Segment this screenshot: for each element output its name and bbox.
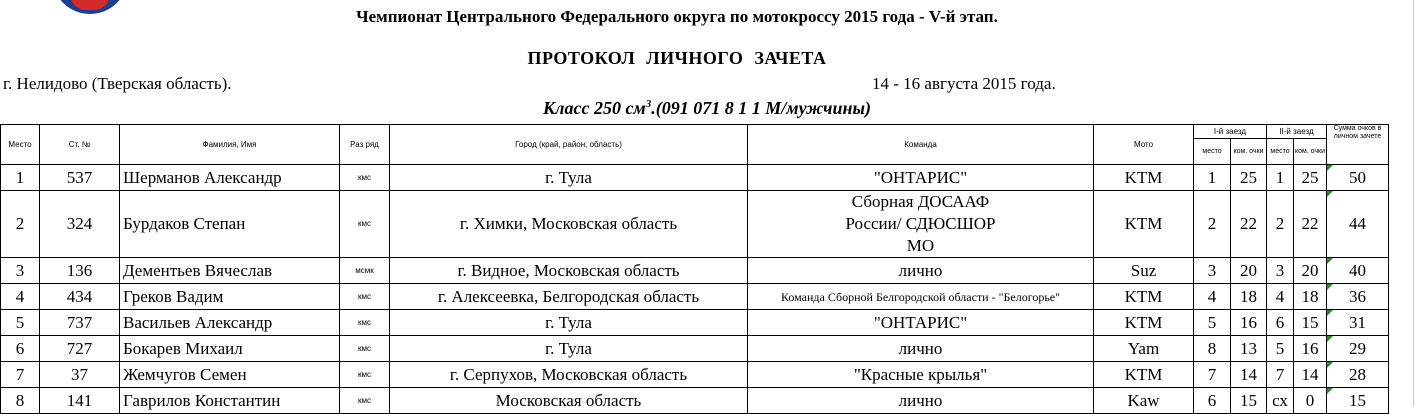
cell-r1-place: 4 <box>1194 284 1231 310</box>
cell-sum: 44 <box>1327 191 1389 258</box>
cell-r2-place: 4 <box>1267 284 1294 310</box>
cell-team: лично <box>748 388 1094 414</box>
cell-number: 434 <box>40 284 120 310</box>
cell-sum: 31 <box>1327 310 1389 336</box>
cell-r2-place: 3 <box>1267 258 1294 284</box>
cell-r1-place: 3 <box>1194 258 1231 284</box>
cell-r1-points: 20 <box>1231 258 1267 284</box>
cell-moto: Yam <box>1094 336 1194 362</box>
cell-r1-place: 7 <box>1194 362 1231 388</box>
cell-name: Дементьев Вячеслав <box>120 258 340 284</box>
cell-r1-points: 22 <box>1231 191 1267 258</box>
col-team: Команда <box>748 125 1094 165</box>
cell-rank: кмс <box>340 165 390 191</box>
cell-rank: кмс <box>340 191 390 258</box>
cell-r2-points: 14 <box>1294 362 1327 388</box>
cell-r1-place: 2 <box>1194 191 1231 258</box>
cell-name: Гаврилов Константин <box>120 388 340 414</box>
cell-moto: KTM <box>1094 191 1194 258</box>
cell-r1-place: 5 <box>1194 310 1231 336</box>
cell-r1-points: 16 <box>1231 310 1267 336</box>
cell-moto: KTM <box>1094 362 1194 388</box>
cell-moto: KTM <box>1094 165 1194 191</box>
cell-name: Васильев Александр <box>120 310 340 336</box>
cell-number: 37 <box>40 362 120 388</box>
cell-team: Сборная ДОСААФ России/ СДЮСШОР МО <box>748 191 1094 258</box>
col-moto: Мото <box>1094 125 1194 165</box>
cell-sum: 50 <box>1327 165 1389 191</box>
cell-name: Шерманов Александр <box>120 165 340 191</box>
cell-number: 537 <box>40 165 120 191</box>
cell-place: 7 <box>1 362 40 388</box>
cell-r2-place: 7 <box>1267 362 1294 388</box>
table-row <box>1 336 1389 362</box>
col-race1: I-й заезд <box>1194 125 1267 139</box>
cell-r1-points: 15 <box>1231 388 1267 414</box>
cell-rank: кмс <box>340 388 390 414</box>
table-row <box>1 165 1389 191</box>
cell-number: 141 <box>40 388 120 414</box>
cell-place: 5 <box>1 310 40 336</box>
cell-name: Бурдаков Степан <box>120 191 340 258</box>
class-prefix: Класс 250 см <box>543 98 646 118</box>
cell-city: г. Тула <box>390 336 748 362</box>
event-location: г. Нелидово (Тверская область). <box>3 74 232 93</box>
results-table <box>0 124 1389 414</box>
cell-place: 8 <box>1 388 40 414</box>
championship-title: Чемпионат Центрального Федерального округа по мотокроссу 2015 года - V-й этап. <box>356 7 998 26</box>
cell-city: г. Серпухов, Московская область <box>390 362 748 388</box>
cell-city: г. Видное, Московская область <box>390 258 748 284</box>
col-number: Ст. № <box>40 125 120 165</box>
cell-moto: KTM <box>1094 310 1194 336</box>
cell-r2-place: 1 <box>1267 165 1294 191</box>
class-suffix: .(091 071 8 1 1 М/мужчины) <box>651 98 871 118</box>
protocol-title: ПРОТОКОЛ ЛИЧНОГО ЗАЧЕТА <box>527 48 827 68</box>
cell-rank: кмс <box>340 310 390 336</box>
cell-r2-place: сх <box>1267 388 1294 414</box>
cell-sum: 29 <box>1327 336 1389 362</box>
table-row <box>1 284 1389 310</box>
cell-city: г. Тула <box>390 165 748 191</box>
cell-number: 727 <box>40 336 120 362</box>
cell-r1-points: 25 <box>1231 165 1267 191</box>
col-sum: Сумма очков в личном зачете <box>1327 125 1389 165</box>
table-row <box>1 310 1389 336</box>
col-place: Место <box>1 125 40 165</box>
cell-rank: кмс <box>340 284 390 310</box>
cell-r1-place: 8 <box>1194 336 1231 362</box>
col-name: Фамилия, Имя <box>120 125 340 165</box>
cell-r2-points: 25 <box>1294 165 1327 191</box>
cell-team: лично <box>748 336 1094 362</box>
cell-r2-place: 6 <box>1267 310 1294 336</box>
cell-r2-points: 22 <box>1294 191 1327 258</box>
col-race2: II-й заезд <box>1267 125 1327 139</box>
cell-rank: кмс <box>340 336 390 362</box>
class-title <box>0 98 1414 119</box>
cell-moto: Kaw <box>1094 388 1194 414</box>
cell-r2-points: 15 <box>1294 310 1327 336</box>
cell-city: г. Химки, Московская область <box>390 191 748 258</box>
cell-number: 324 <box>40 191 120 258</box>
cell-number: 737 <box>40 310 120 336</box>
cell-r2-points: 18 <box>1294 284 1327 310</box>
col-rank: Раз ряд <box>340 125 390 165</box>
cell-team: "Красные крылья" <box>748 362 1094 388</box>
cell-place: 4 <box>1 284 40 310</box>
cell-r2-place: 2 <box>1267 191 1294 258</box>
col-race2-place: место <box>1267 139 1294 165</box>
cell-moto: Suz <box>1094 258 1194 284</box>
cell-team: "ОНТАРИС" <box>748 310 1094 336</box>
cell-moto: KTM <box>1094 284 1194 310</box>
cell-r2-points: 16 <box>1294 336 1327 362</box>
cell-place: 2 <box>1 191 40 258</box>
event-dates: 14 - 16 августа 2015 года. <box>872 74 1056 93</box>
class-sup: 3 <box>645 98 652 110</box>
col-race1-points: ком. очки <box>1231 139 1267 165</box>
table-row <box>1 191 1389 258</box>
cell-city: г. Алексеевка, Белгородская область <box>390 284 748 310</box>
cell-r1-points: 14 <box>1231 362 1267 388</box>
cell-r1-place: 1 <box>1194 165 1231 191</box>
cell-rank: мсмк <box>340 258 390 284</box>
cell-team: лично <box>748 258 1094 284</box>
cell-team: "ОНТАРИС" <box>748 165 1094 191</box>
cell-name: Жемчугов Семен <box>120 362 340 388</box>
cell-name: Бокарев Михаил <box>120 336 340 362</box>
cell-city: г. Тула <box>390 310 748 336</box>
cell-place: 1 <box>1 165 40 191</box>
cell-rank: кмс <box>340 362 390 388</box>
cell-city: Московская область <box>390 388 748 414</box>
col-race1-place: место <box>1194 139 1231 165</box>
cell-r1-place: 6 <box>1194 388 1231 414</box>
table-row <box>1 362 1389 388</box>
table-row <box>1 258 1389 284</box>
cell-sum: 28 <box>1327 362 1389 388</box>
cell-team: Команда Сборной Белгородской области - "Белогорье" <box>748 284 1094 310</box>
cell-r2-points: 20 <box>1294 258 1327 284</box>
cell-number: 136 <box>40 258 120 284</box>
col-race2-points: ком. очки <box>1294 139 1327 165</box>
cell-sum: 15 <box>1327 388 1389 414</box>
cell-r2-points: 0 <box>1294 388 1327 414</box>
cell-sum: 36 <box>1327 284 1389 310</box>
cell-r1-points: 18 <box>1231 284 1267 310</box>
cell-sum: 40 <box>1327 258 1389 284</box>
cell-place: 6 <box>1 336 40 362</box>
cell-r1-points: 13 <box>1231 336 1267 362</box>
col-city: Город (край, район, область) <box>390 125 748 165</box>
cell-name: Греков Вадим <box>120 284 340 310</box>
table-row <box>1 388 1389 414</box>
cell-place: 3 <box>1 258 40 284</box>
cell-r2-place: 5 <box>1267 336 1294 362</box>
